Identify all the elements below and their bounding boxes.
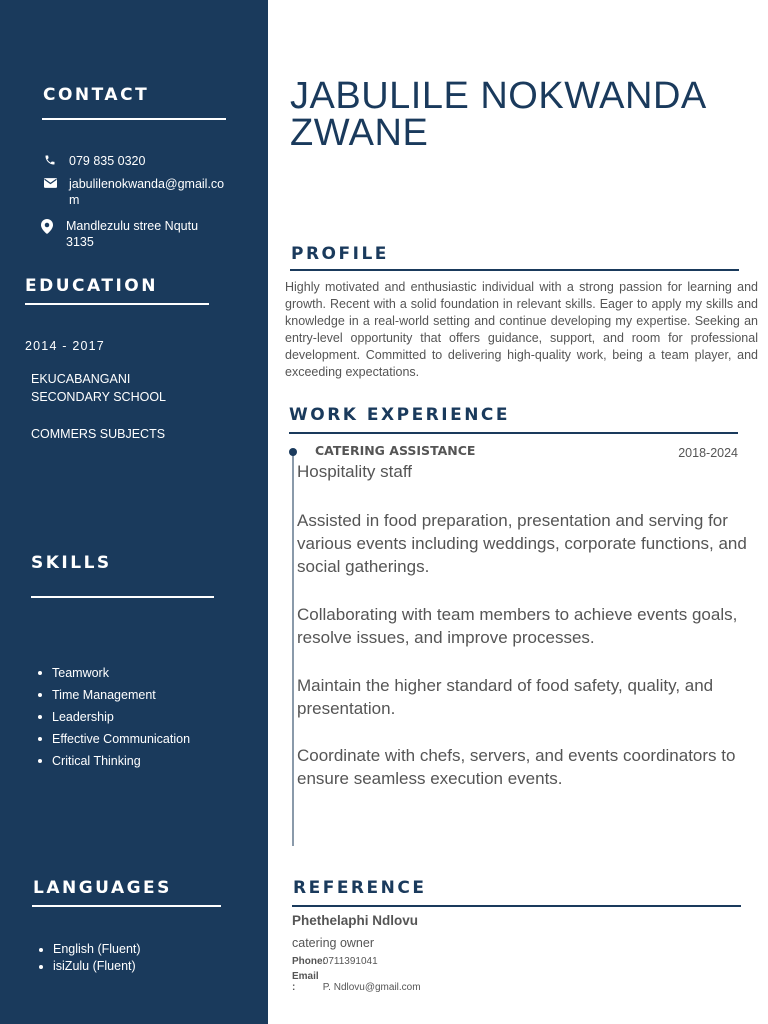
job-role: Hospitality staff — [297, 462, 412, 481]
reference-phone — [292, 956, 378, 967]
skill-item: Time Management — [32, 684, 190, 706]
address-line-2: 3135 — [66, 235, 94, 249]
location-pin-icon — [40, 218, 54, 234]
skills-heading: SKILLS — [31, 553, 112, 573]
skills-divider — [31, 596, 214, 598]
education-divider — [25, 303, 209, 305]
skill-item: Effective Communication — [32, 728, 190, 750]
skill-item: Leadership — [32, 706, 190, 728]
education-subjects: COMMERS SUBJECTS — [31, 427, 166, 441]
job-years: 2018-2024 — [678, 446, 738, 460]
reference-divider — [292, 905, 741, 907]
languages-list — [33, 941, 141, 975]
contact-phone — [43, 153, 227, 169]
phone-text: 079 835 0320 — [69, 154, 146, 168]
skill-item: Teamwork — [32, 662, 190, 684]
reference-role: catering owner — [292, 936, 374, 950]
address-text — [66, 218, 224, 250]
name-line-2: ZWANE — [290, 112, 429, 154]
skill-item: Critical Thinking — [32, 750, 190, 772]
contact-divider — [42, 118, 226, 120]
timeline-dot — [289, 448, 297, 456]
job-duty: Maintain the higher standard of food safety, quality, and presentation. — [297, 676, 714, 718]
profile-text: Highly motivated and enthusiastic individual with a strong passion for learning and growth. Recent with a solid foundation in relevant skills. Eager to apply my skills and knowledge in a real-world setting and continue developing my expertise. Seeking an entry-level opportunity that offers guidance, support, and room for professional development. Committed to delivering high-quality work, being a team player, and exceeding expectations. — [285, 280, 758, 379]
name-line-1: JABULILE NOKWANDA — [290, 75, 707, 117]
education-heading: EDUCATION — [25, 276, 158, 296]
email-line-2: m — [69, 193, 80, 207]
sidebar — [0, 0, 268, 1024]
email-text — [69, 176, 227, 208]
timeline-line — [292, 452, 294, 846]
work-experience-heading: WORK EXPERIENCE — [289, 405, 511, 425]
job-duty: Collaborating with team members to achieve events goals, resolve issues, and improve processes. — [297, 605, 738, 647]
languages-heading: LANGUAGES — [33, 878, 172, 898]
skills-list — [32, 662, 190, 772]
contact-address — [40, 218, 224, 250]
work-experience-divider — [289, 432, 738, 434]
reference-phone-value: 0711391041 — [322, 956, 378, 967]
school-line-2: SECONDARY SCHOOL — [31, 390, 166, 404]
education-years: 2014 - 2017 — [25, 339, 105, 353]
school-line-1: EKUCABANGANI — [31, 372, 131, 386]
reference-phone-label: Phone: — [292, 956, 326, 967]
address-line-1: Mandlezulu stree Nqutu — [66, 219, 199, 233]
contact-heading: CONTACT — [43, 85, 150, 105]
language-item: isiZulu (Fluent) — [33, 958, 141, 975]
phone-icon — [43, 153, 57, 167]
profile-divider — [290, 269, 739, 271]
email-line-1: jabulilenokwanda@gmail.co — [69, 177, 225, 191]
reference-email-label: Email : — [292, 971, 319, 993]
job-duty: Coordinate with chefs, servers, and events coordinators to ensure seamless execution events. — [297, 746, 736, 788]
contact-email — [43, 176, 227, 208]
reference-heading: REFERENCE — [293, 878, 427, 898]
job-duty: Assisted in food preparation, presentation and serving for various events including weddings, corporate functions, and social gatherings. — [297, 511, 747, 576]
reference-name: Phethelaphi Ndlovu — [292, 913, 419, 928]
full-name — [290, 75, 750, 154]
languages-divider — [32, 905, 221, 907]
job-title: CATERING ASSISTANCE — [315, 443, 476, 458]
reference-email-value: P. Ndlovu@gmail.com — [322, 982, 421, 993]
email-icon — [43, 176, 57, 190]
profile-heading: PROFILE — [291, 244, 389, 264]
language-item: English (Fluent) — [33, 941, 141, 958]
reference-email — [292, 971, 421, 993]
education-school — [31, 370, 166, 406]
